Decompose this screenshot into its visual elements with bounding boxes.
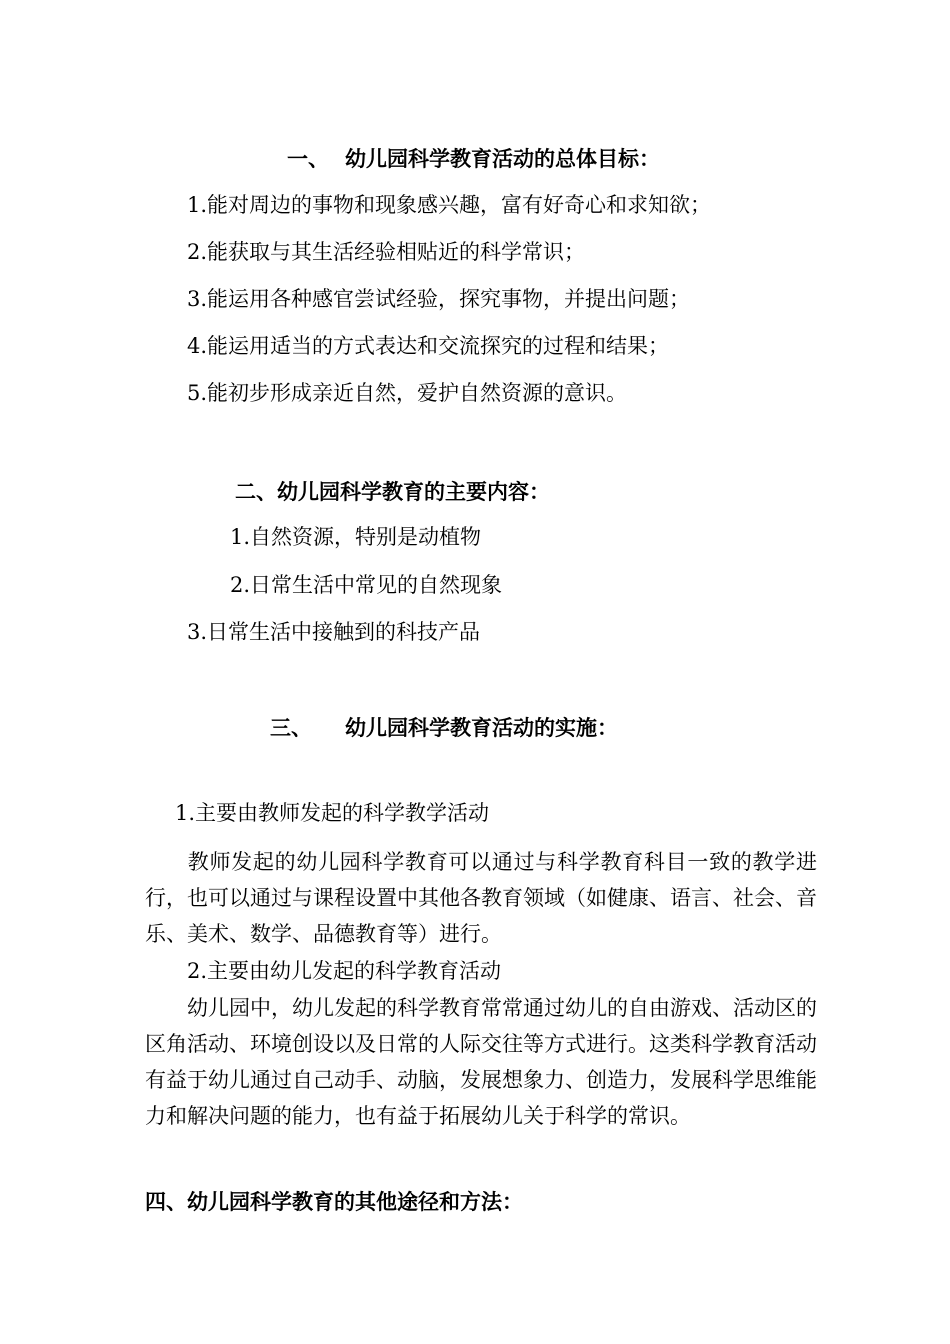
- section3-sub1-heading: 1.主要由教师发起的科学教学活动: [175, 801, 490, 825]
- section1-number: 一、: [287, 147, 329, 171]
- section3-heading: 幼儿园科学教育活动的实施：: [345, 716, 618, 740]
- section2-heading: 二、幼儿园科学教育的主要内容：: [235, 480, 550, 504]
- section3-sub1-paragraph-text: 教师发起的幼儿园科学教育可以通过与科学教育科目一致的教学进行，也可以通过与课程设置中其他各教育领域（如健康、语言、社会、音乐、美术、数学、品德教育等）进行。: [145, 850, 817, 946]
- section1-item: 5.能初步形成亲近自然，爱护自然资源的意识。: [187, 381, 628, 405]
- section1-item: 4.能运用适当的方式表达和交流探究的过程和结果；: [187, 334, 670, 358]
- section3-sub2-paragraph: [145, 990, 817, 1134]
- section3-sub2-paragraph-text: 幼儿园中，幼儿发起的科学教育常常通过幼儿的自由游戏、活动区的区角活动、环境创设以及日常的人际交往等方式进行。这类科学教育活动有益于幼儿通过自己动手、动脑，发展想象力、创造力，发展科学思维能力和解决问题的能力，也有益于拓展幼儿关于科学的常识。: [145, 996, 817, 1128]
- section3-sub1-paragraph: [145, 844, 817, 952]
- section1-item: 1.能对周边的事物和现象感兴趣，富有好奇心和求知欲；: [187, 193, 712, 217]
- section2-item: 3.日常生活中接触到的科技产品: [187, 620, 481, 644]
- section3-sub2-heading: 2.主要由幼儿发起的科学教育活动: [187, 959, 502, 983]
- section1-heading: 幼儿园科学教育活动的总体目标：: [345, 147, 660, 171]
- section3-number: 三、: [270, 716, 312, 740]
- section2-item: 2.日常生活中常见的自然现象: [230, 573, 503, 597]
- section4-heading: 四、幼儿园科学教育的其他途径和方法：: [145, 1190, 523, 1214]
- section1-item: 3.能运用各种感官尝试经验，探究事物，并提出问题；: [187, 287, 691, 311]
- section1-item: 2.能获取与其生活经验相贴近的科学常识；: [187, 240, 586, 264]
- section2-item: 1.自然资源，特别是动植物: [230, 525, 482, 549]
